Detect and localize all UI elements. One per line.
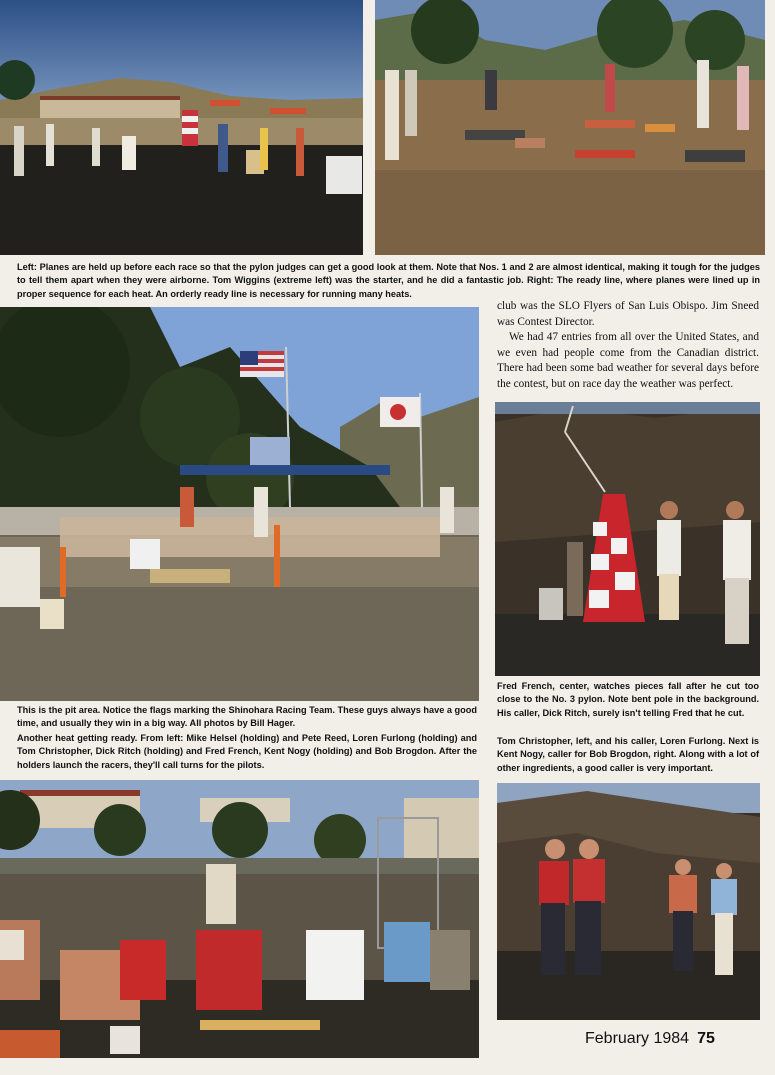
page-number: 75 [697, 1030, 715, 1047]
article-paragraph-2: We had 47 entries from all over the United States, and we even had people come from the Canadian district. There had been some bad weather for several days before the contest, but on race day the weather was perfect. [497, 331, 759, 390]
issue-date: February 1984 [585, 1030, 690, 1047]
caption-heat-getting-ready: Another heat getting ready. From left: Mike Helsel (holding) and Pete Reed, Loren Furlong (holding) and Tom Christopher, Dick Ritch (holding) and Fred French, Kent Nogy (holding) and Bob Brogdon. After the holders launch the racers, they'll call turns for the pilots. [17, 733, 477, 770]
photo-ready-line [375, 0, 765, 255]
photo-pit-area [0, 307, 479, 701]
photo-pylon-cut [495, 402, 760, 676]
caption-callers: Tom Christopher, left, and his caller, Loren Furlong. Next is Kent Nogy, caller for Bob Brogdon, right. Along with a lot of other ingredients, a good caller is very important. [497, 736, 759, 773]
article-paragraph-1: club was the SLO Flyers of San Luis Obispo. Jim Sneed was Contest Director. [497, 300, 759, 328]
caption-pylon-cut: Fred French, center, watches pieces fall after he cut too close to the No. 3 pylon. Note bent pole in the background. His caller, Dick Ritch, surely isn't telling Fred that he cut. [497, 681, 759, 718]
caption-pit-area: This is the pit area. Notice the flags marking the Shinohara Racing Team. These guys always have a good time, and usually they win in a big way. All photos by Bill Hager. [17, 705, 477, 729]
photo-callers [497, 783, 760, 1020]
page-footer [585, 1030, 715, 1048]
article-body [497, 299, 759, 393]
photo-heat-getting-ready [0, 780, 479, 1058]
caption-starter-and-ready-line: Left: Planes are held up before each race so that the pylon judges can get a good look at them. Note that Nos. 1 and 2 are almost identical, making it tough for the judges to tell them apart when they were airborne. Tom Wiggins (extreme left) was the starter, and he did a fantastic job. Right: The ready line, where planes were lined up in proper sequence for each heat. An orderly ready line is necessary for running many heats. [17, 262, 760, 299]
photo-starter-line [0, 0, 363, 255]
